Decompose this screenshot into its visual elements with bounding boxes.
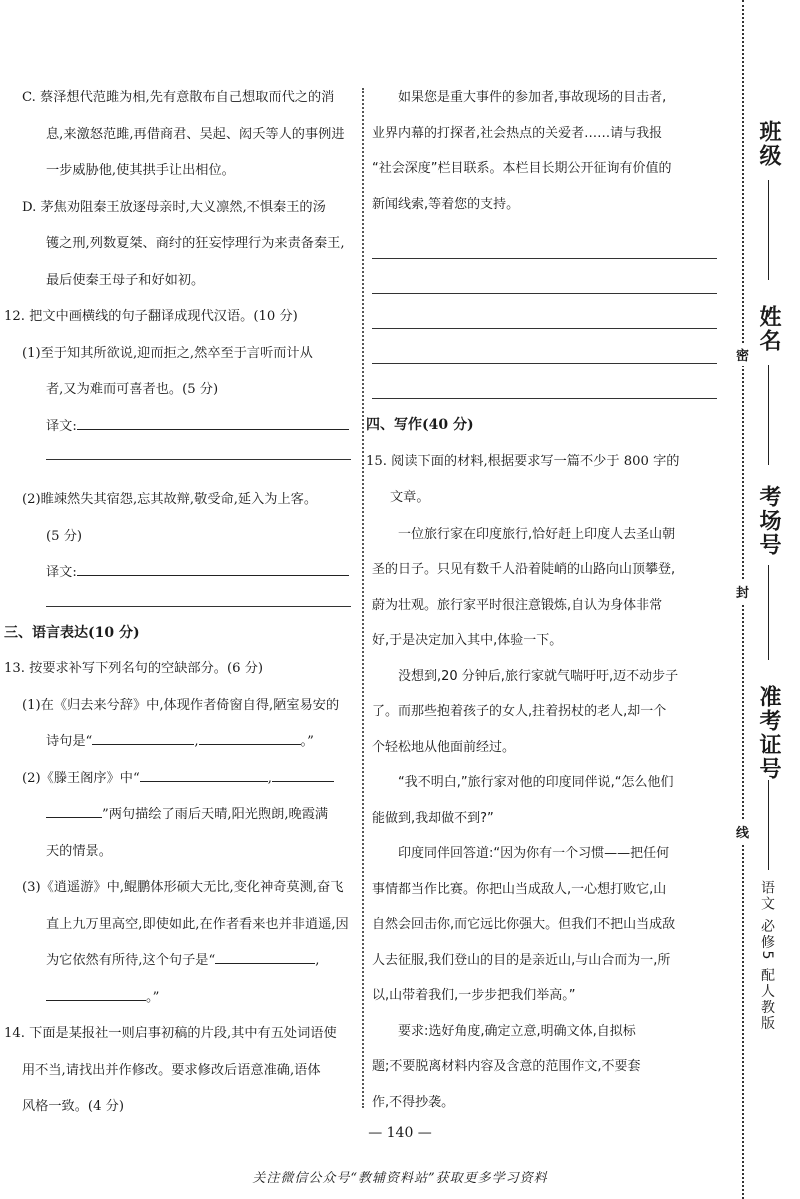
right-column: [366, 80, 717, 1120]
q13-3-blank-2[interactable]: [46, 986, 146, 1001]
material-p4-line5: 以,山带着我们,一步步把我们举高。”: [372, 988, 576, 1003]
question-14-line1: 14. 下面是某报社一则启事初稿的片段,其中有五处词语使: [4, 1026, 337, 1041]
question-12: 12. 把文中画横线的句子翻译成现代汉语。(10 分): [4, 309, 298, 324]
material-p4-line3: 自然会回击你,而它远比你强大。但我们不把山当成敌: [372, 917, 676, 932]
q13-3-line3: [22, 943, 362, 980]
section-4-heading: 四、写作(40 分): [366, 417, 474, 433]
question-13: 13. 按要求补写下列名句的空缺部分。(6 分): [4, 661, 264, 676]
q13-3-line1: (3)《逍遥游》中,鲲鹏体形硕大无比,变化神奇莫测,奋飞: [22, 880, 344, 895]
q13-2-blank-2a[interactable]: [272, 767, 334, 782]
q12-1-line2: 者,又为难而可喜者也。(5 分): [46, 382, 219, 397]
q13-1-prefix: 诗句是“: [46, 734, 93, 749]
q13-3-blank-1[interactable]: [215, 949, 315, 964]
q12-2-line2: (5 分): [46, 528, 83, 544]
page-number: — 140 —: [368, 1125, 432, 1141]
class-label: 班级: [756, 120, 781, 168]
option-d-line2: 镬之刑,列数夏桀、商纣的狂妄悖理行为来责备秦王,: [46, 236, 345, 251]
section-3-heading: 三、语言表达(10 分): [4, 624, 140, 641]
question-14-line3: 风格一致。(4 分): [22, 1099, 124, 1114]
question-14-line2: 用不当,请找出并作修改。要求修改后语意准确,语体: [22, 1062, 321, 1078]
q13-2-comma: ,: [267, 770, 272, 786]
translation-input-1[interactable]: [77, 415, 349, 430]
material-p2-line1: 没想到,20 分钟后,旅行家就气喘吁吁,迈不动步子: [398, 668, 679, 684]
material-p4-line2: 事情都当作比赛。你把山当成敌人,一心想打败它,山: [372, 881, 667, 897]
option-d-line3: 最后使秦王母子和好如初。: [46, 272, 205, 288]
q13-3-comma: ,: [315, 953, 320, 968]
q13-2-prefix: (2)《滕王阁序》中“: [22, 770, 140, 786]
material-p1-line1: 一位旅行家在印度旅行,恰好赶上印度人去圣山朝: [398, 526, 676, 542]
q12-1-line1: (1)至于知其所欲说,迎而拒之,然卒至于言听而计从: [22, 345, 313, 361]
requirement-line3: 作,不得抄袭。: [372, 1094, 455, 1110]
name-label: 姓名: [756, 305, 781, 353]
ticket-label: 准考证号: [756, 685, 781, 781]
q13-1-comma: ,: [194, 734, 199, 749]
exam-room-input[interactable]: [768, 565, 769, 660]
translation-label: 译文:: [46, 418, 77, 434]
translation-label-2: 译文:: [46, 565, 77, 580]
translation-row-1: [22, 409, 362, 446]
q13-2-line1: [22, 761, 362, 798]
left-column: [4, 80, 362, 1126]
footer-watermark: 关注微信公众号“教辅资料站”获取更多学习资料: [252, 1171, 548, 1186]
material-p4-line4: 人去征服,我们登山的目的是亲近山,与山合而为一,所: [372, 952, 671, 968]
option-c-line1: C. 蔡泽想代范雎为相,先有意散布自己想取而代之的消: [22, 90, 335, 105]
notice-line3: “社会深度”栏目联系。本栏目长期公开征询有价值的: [372, 161, 672, 176]
q13-1-line1: (1)在《归去来兮辞》中,体现作者倚窗自得,陋室易安的: [22, 697, 340, 713]
q13-2-line2: [22, 797, 362, 834]
material-p1-line3: 蔚为壮观。旅行家平时很注意锻炼,自认为身体非常: [372, 597, 663, 613]
notice-line4: 新闻线索,等着您的支持。: [372, 196, 520, 212]
book-info: 语文 必修5 配人教版: [759, 880, 775, 1032]
q13-1-line2: [22, 724, 362, 761]
seal-mark-feng: 封: [736, 580, 749, 603]
translation-row-2: [22, 555, 362, 592]
translation-input-2[interactable]: [77, 561, 349, 576]
material-p3-line1: “我不明白,”旅行家对他的印度同伴说,“怎么他们: [398, 775, 674, 790]
exam-room-label: 考场号: [756, 485, 781, 557]
question-15-line2: 文章。: [390, 490, 430, 505]
q13-2-suffix: ”两句描绘了雨后天晴,阳光煦朗,晚霞满: [102, 807, 329, 822]
material-p4-line1: 印度同伴回答道:“因为你有一个习惯——把任何: [398, 846, 670, 861]
q13-2-blank-1[interactable]: [140, 767, 268, 782]
requirement-line1: 要求:选好角度,确定立意,明确文体,自拟标: [398, 1023, 636, 1039]
column-divider: [362, 88, 364, 1108]
translation-input-1b[interactable]: [46, 445, 351, 460]
q13-3-line2: 直上九万里高空,即使如此,在作者看来也并非逍遥,因: [46, 916, 349, 932]
q13-3-line4: [22, 980, 362, 1017]
q13-1-blank-2[interactable]: [199, 730, 301, 745]
question-15-line1: 15. 阅读下面的材料,根据要求写一篇不少于 800 字的: [366, 453, 680, 469]
material-p1-line2: 圣的日子。只见有数千人沿着陡峭的山路向山顶攀登,: [372, 562, 676, 577]
notice-line2: 业界内幕的打探者,社会热点的关爱者……请与我报: [372, 125, 663, 141]
requirement-line2: 题;不要脱离材料内容及含意的范围作文,不要套: [372, 1059, 641, 1074]
material-p3-line2: 能做到,我却做不到?”: [372, 810, 494, 826]
q13-3-prefix: 为它依然有所待,这个句子是“: [46, 953, 216, 968]
answer-line-1[interactable]: [372, 224, 717, 259]
q13-3-suffix: 。”: [146, 989, 160, 1005]
q13-2-blank-2b[interactable]: [46, 803, 102, 818]
material-p1-line4: 好,于是决定加入其中,体验一下。: [372, 633, 563, 648]
answer-line-5[interactable]: [372, 364, 717, 399]
option-c-line2: 息,来激怒范雎,再借商君、吴起、闳夭等人的事例进: [46, 126, 345, 142]
q12-2-line1: (2)睢竦然失其宿怨,忘其故辩,敬受命,延入为上客。: [22, 492, 318, 507]
q13-2-line3: 天的情景。: [46, 843, 112, 859]
material-p2-line3: 个轻松地从他面前经过。: [372, 739, 516, 755]
seal-mark-mi: 密: [736, 343, 749, 366]
seal-mark-xian: 线: [736, 820, 749, 843]
name-input[interactable]: [768, 365, 769, 465]
q13-1-blank-1[interactable]: [92, 730, 194, 745]
material-p2-line2: 了。而那些抱着孩子的女人,拄着拐杖的老人,却一个: [372, 704, 667, 719]
answer-line-4[interactable]: [372, 329, 717, 364]
translation-input-2b[interactable]: [46, 592, 351, 607]
class-input[interactable]: [768, 180, 769, 280]
ticket-input[interactable]: [768, 780, 769, 870]
answer-line-3[interactable]: [372, 294, 717, 329]
notice-line1: 如果您是重大事件的参加者,事故现场的目击者,: [398, 90, 667, 105]
option-d-line1: D. 茅焦劝阻秦王放逐母亲时,大义凛然,不惧秦王的汤: [22, 199, 326, 215]
answer-line-2[interactable]: [372, 259, 717, 294]
answer-lines: [372, 224, 717, 399]
option-c-line3: 一步威胁他,使其拱手让出相位。: [46, 163, 235, 178]
q13-1-suffix: 。”: [300, 734, 314, 749]
